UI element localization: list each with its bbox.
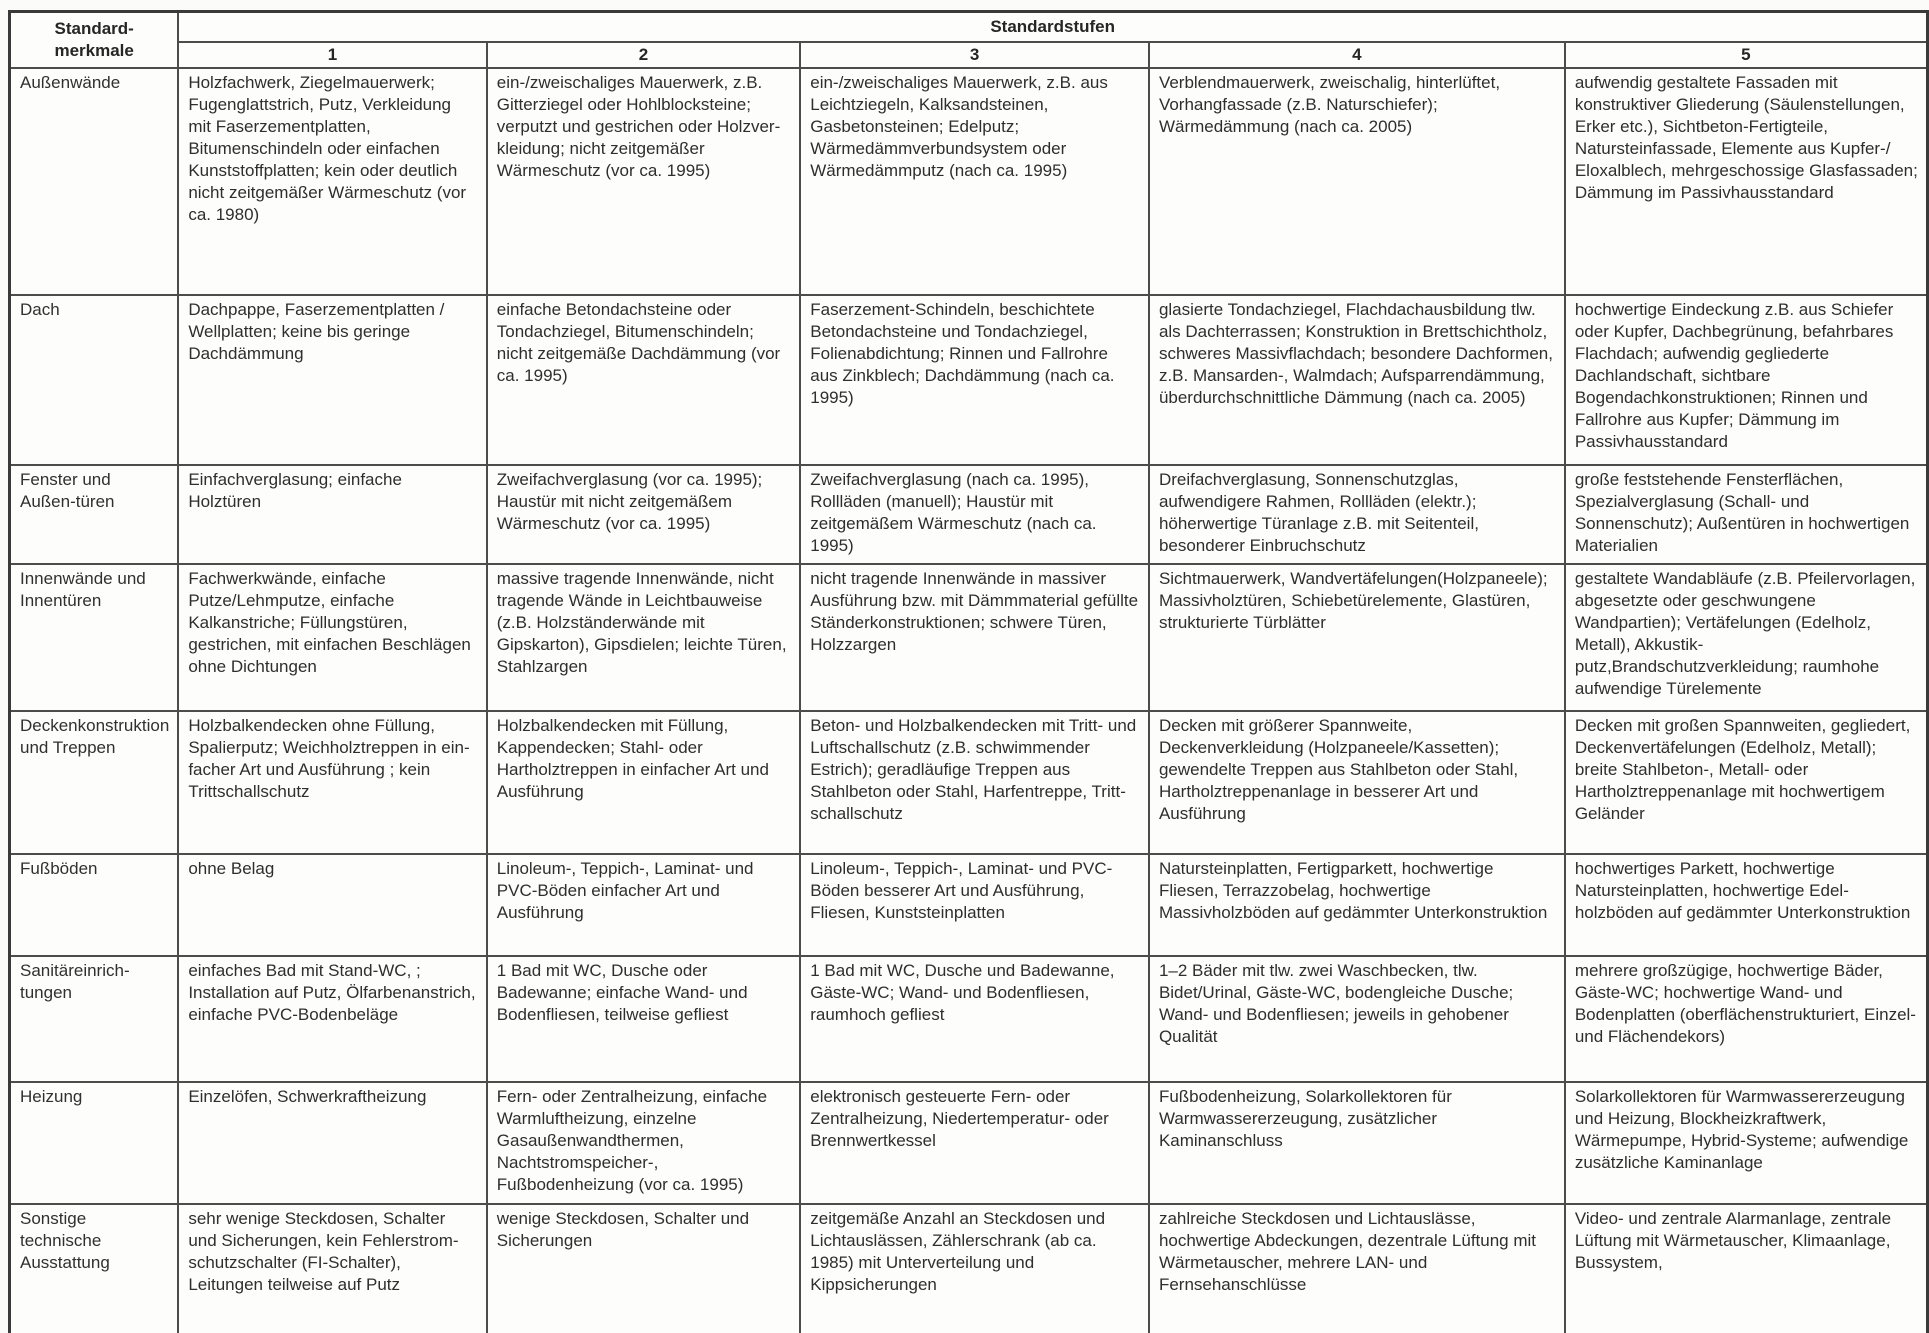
standard-cell: Holzfachwerk, Ziegelmauerwerk; Fugenglattstrich, Putz, Verkleidung mit Faserzementplatten, Bitumenschindeln oder einfachen Kunststoffplatten; kein oder deutlich nicht zeitgemäßer Wärmeschutz (vor ca. 1980) — [178, 68, 486, 295]
table-row-sonstige — [10, 1204, 1928, 1333]
feature-label: Dach — [10, 295, 179, 465]
table-row-aussenwaende — [10, 68, 1928, 295]
standard-cell: große feststehende Fensterflächen, Spezialverglasung (Schall- und Sonnenschutz); Außentüren in hochwertigen Materialien — [1565, 465, 1928, 564]
standard-cell: Video- und zentrale Alarmanlage, zentrale Lüftung mit Wärmetauscher, Klimaanlage, Bussystem, — [1565, 1204, 1928, 1333]
table-row-fenster — [10, 465, 1928, 564]
level-header-2: 2 — [487, 42, 800, 68]
feature-label: Heizung — [10, 1082, 179, 1204]
table-row-decken — [10, 711, 1928, 854]
table-row-sanitaer — [10, 956, 1928, 1082]
standard-cell: 1 Bad mit WC, Dusche oder Badewanne; einfache Wand- und Bodenfliesen, teilweise gefliest — [487, 956, 800, 1082]
table-row-dach — [10, 295, 1928, 465]
standard-cell: Decken mit größerer Spannweite, Deckenverkleidung (Holzpaneele/Kassetten); gewendelte Treppen aus Stahlbeton oder Stahl, Hartholztreppenanlage in besserer Art und Ausführung — [1149, 711, 1565, 854]
standard-cell: ein-/zweischaliges Mauerwerk, z.B. Gitterziegel oder Hohlblocksteine; verputzt und gestrichen oder Holzverkleidung; nicht zeitgemäßer Wärmeschutz (vor ca. 1995) — [487, 68, 800, 295]
table-row-innenwaende — [10, 564, 1928, 711]
standard-cell: 1–2 Bäder mit tlw. zwei Waschbecken, tlw. Bidet/Urinal, Gäste-WC, bodengleiche Dusche; Wand- und Bodenfliesen; jeweils in gehobener Qualität — [1149, 956, 1565, 1082]
standard-cell: hochwertiges Parkett, hochwertige Natursteinplatten, hochwertige Edelholzböden auf gedämmter Unterkonstruktion — [1565, 854, 1928, 956]
feature-label: Fußböden — [10, 854, 179, 956]
standard-cell: zeitgemäße Anzahl an Steckdosen und Lichtauslässen, Zählerschrank (ab ca. 1985) mit Unterverteilung und Kippsicherungen — [800, 1204, 1149, 1333]
standard-cell: Sichtmauerwerk, Wandvertäfelungen(Holzpaneele); Massivholztüren, Schiebetürelemente, Glastüren, strukturierte Türblätter — [1149, 564, 1565, 711]
standard-cell: Fachwerkwände, einfache Putze/Lehmputze, einfache Kalkanstriche; Füllungstüren, gestrichen, mit einfachen Beschlägen ohne Dichtungen — [178, 564, 486, 711]
standard-cell: Decken mit großen Spannweiten, gegliedert, Deckenvertäfelungen (Edelholz, Metall); breite Stahlbeton-, Metall- oder Hartholztreppenanlage mit hochwertigem Geländer — [1565, 711, 1928, 854]
standard-cell: einfache Betondachsteine oder Tondachziegel, Bitumenschindeln; nicht zeitgemäße Dachdämmung (vor ca. 1995) — [487, 295, 800, 465]
standard-cell: Fern- oder Zentralheizung, einfache Warmluftheizung, einzelne Gasaußenwandthermen, Nachtstromspeicher-, Fußbodenheizung (vor ca. 1995) — [487, 1082, 800, 1204]
group-header-standardstufen: Standardstufen — [178, 12, 1927, 43]
standard-cell: sehr wenige Steckdosen, Schalter und Sicherungen, kein Fehlerstromschutzschalter (FI-Schalter), Leitungen teilweise auf Putz — [178, 1204, 486, 1333]
standard-cell: Dreifachverglasung, Sonnenschutzglas, aufwendigere Rahmen, Rollläden (elektr.); höherwertige Türanlage z.B. mit Seitenteil, besonderer Einbruchschutz — [1149, 465, 1565, 564]
table-row-heizung — [10, 1082, 1928, 1204]
level-header-1: 1 — [178, 42, 486, 68]
standard-cell: Dachpappe, Faserzementplatten / Wellplatten; keine bis geringe Dachdämmung — [178, 295, 486, 465]
standard-cell: gestaltete Wandabläufe (z.B. Pfeilervorlagen, abgesetzte oder geschwungene Wandpartien); Vertäfelungen (Edelholz, Metall), Akkustikputz,Brandschutzverkleidung; raumhohe aufwendige Türelemente — [1565, 564, 1928, 711]
standard-cell: ein-/zweischaliges Mauerwerk, z.B. aus Leichtziegeln, Kalksandsteinen, Gasbetonsteinen; Edelputz; Wärmedämmverbundsystem oder Wärmedämmputz (nach ca. 1995) — [800, 68, 1149, 295]
standard-cell: Verblendmauerwerk, zweischalig, hinterlüftet, Vorhangfassade (z.B. Naturschiefer); Wärmedämmung (nach ca. 2005) — [1149, 68, 1565, 295]
standard-cell: einfaches Bad mit Stand-WC, ; Installation auf Putz, Ölfarbenanstrich, einfache PVC-Bodenbeläge — [178, 956, 486, 1082]
standard-cell: Natursteinplatten, Fertigparkett, hochwertige Fliesen, Terrazzobelag, hochwertige Massivholzböden auf gedämmter Unterkonstruktion — [1149, 854, 1565, 956]
standard-cell: Linoleum-, Teppich-, Laminat- und PVC-Böden einfacher Art und Ausführung — [487, 854, 800, 956]
standard-cell: Einfachverglasung; einfache Holztüren — [178, 465, 486, 564]
corner-header-standardmerkmale: Standard-merkmale — [10, 12, 179, 69]
feature-label: Außenwände — [10, 68, 179, 295]
standard-cell: Linoleum-, Teppich-, Laminat- und PVC-Böden besserer Art und Ausführung, Fliesen, Kunststeinplatten — [800, 854, 1149, 956]
standard-cell: Fußbodenheizung, Solarkollektoren für Warmwassererzeugung, zusätzlicher Kaminanschluss — [1149, 1082, 1565, 1204]
feature-label: Innenwände und Innentüren — [10, 564, 179, 711]
level-header-5: 5 — [1565, 42, 1928, 68]
standard-cell: aufwendig gestaltete Fassaden mit konstruktiver Gliederung (Säulenstellungen, Erker etc.), Sichtbeton-Fertigteile, Natursteinfassade, Elemente aus Kupfer-/ Eloxalblech, mehrgeschossige Glasfassaden; Dämmung im Passivhausstandard — [1565, 68, 1928, 295]
level-header-4: 4 — [1149, 42, 1565, 68]
standard-cell: nicht tragende Innenwände in massiver Ausführung bzw. mit Dämmmaterial gefüllte Ständerkonstruktionen; schwere Türen, Holzzargen — [800, 564, 1149, 711]
level-header-3: 3 — [800, 42, 1149, 68]
standard-cell: 1 Bad mit WC, Dusche und Badewanne, Gäste-WC; Wand- und Bodenfliesen, raumhoch gefliest — [800, 956, 1149, 1082]
standard-cell: ohne Belag — [178, 854, 486, 956]
standard-cell: wenige Steckdosen, Schalter und Sicherungen — [487, 1204, 800, 1333]
standard-cell: elektronisch gesteuerte Fern- oder Zentralheizung, Niedertemperatur- oder Brennwertkessel — [800, 1082, 1149, 1204]
standard-cell: hochwertige Eindeckung z.B. aus Schiefer oder Kupfer, Dachbegrünung, befahrbares Flachdach; aufwendig gegliederte Dachlandschaft, sichtbare Bogendachkonstruktionen; Rinnen und Fallrohre aus Kupfer; Dämmung im Passivhausstandard — [1565, 295, 1928, 465]
standard-cell: Beton- und Holzbalkendecken mit Tritt- und Luftschallschutz (z.B. schwimmender Estrich); geradläufige Treppen aus Stahlbeton oder Stahl, Harfentreppe, Trittschallschutz — [800, 711, 1149, 854]
feature-label: Fenster und Außen-türen — [10, 465, 179, 564]
table-header-row-levels — [10, 42, 1928, 68]
standardstufen-table — [8, 10, 1929, 1333]
table-row-fussboeden — [10, 854, 1928, 956]
standard-cell: Solarkollektoren für Warmwassererzeugung und Heizung, Blockheizkraftwerk, Wärmepumpe, Hybrid-Systeme; aufwendige zusätzliche Kaminanlage — [1565, 1082, 1928, 1204]
table-header-row-group — [10, 12, 1928, 43]
standard-cell: Faserzement-Schindeln, beschichtete Betondachsteine und Tondachziegel, Folienabdichtung; Rinnen und Fallrohre aus Zinkblech; Dachdämmung (nach ca. 1995) — [800, 295, 1149, 465]
standard-cell: Holzbalkendecken ohne Füllung, Spalierputz; Weichholztreppen in einfacher Art und Ausführung ; kein Trittschallschutz — [178, 711, 486, 854]
standard-cell: massive tragende Innenwände, nicht tragende Wände in Leichtbauweise (z.B. Holzständerwände mit Gipskarton), Gipsdielen; leichte Türen, Stahlzargen — [487, 564, 800, 711]
standard-cell: zahlreiche Steckdosen und Lichtauslässe, hochwertige Abdeckungen, dezentrale Lüftung mit Wärmetauscher, mehrere LAN- und Fernsehanschlüsse — [1149, 1204, 1565, 1333]
feature-label: Sanitäreinrich-tungen — [10, 956, 179, 1082]
standard-cell: mehrere großzügige, hochwertige Bäder, Gäste-WC; hochwertige Wand- und Bodenplatten (oberflächenstrukturiert, Einzel- und Flächendekors) — [1565, 956, 1928, 1082]
feature-label: Deckenkonstruktion und Treppen — [10, 711, 179, 854]
standard-cell: glasierte Tondachziegel, Flachdachausbildung tlw. als Dachterrassen; Konstruktion in Brettschichtholz, schweres Massivflachdach; besondere Dachformen, z.B. Mansarden-, Walmdach; Aufsparrendämmung, überdurchschnittliche Dämmung (nach ca. 2005) — [1149, 295, 1565, 465]
standard-cell: Zweifachverglasung (vor ca. 1995); Haustür mit nicht zeitgemäßem Wärmeschutz (vor ca. 1995) — [487, 465, 800, 564]
feature-label: Sonstige technische Ausstattung — [10, 1204, 179, 1333]
standard-cell: Zweifachverglasung (nach ca. 1995), Rollläden (manuell); Haustür mit zeitgemäßem Wärmeschutz (nach ca. 1995) — [800, 465, 1149, 564]
standard-cell: Holzbalkendecken mit Füllung, Kappendecken; Stahl- oder Hartholztreppen in einfacher Art und Ausführung — [487, 711, 800, 854]
standard-cell: Einzelöfen, Schwerkraftheizung — [178, 1082, 486, 1204]
